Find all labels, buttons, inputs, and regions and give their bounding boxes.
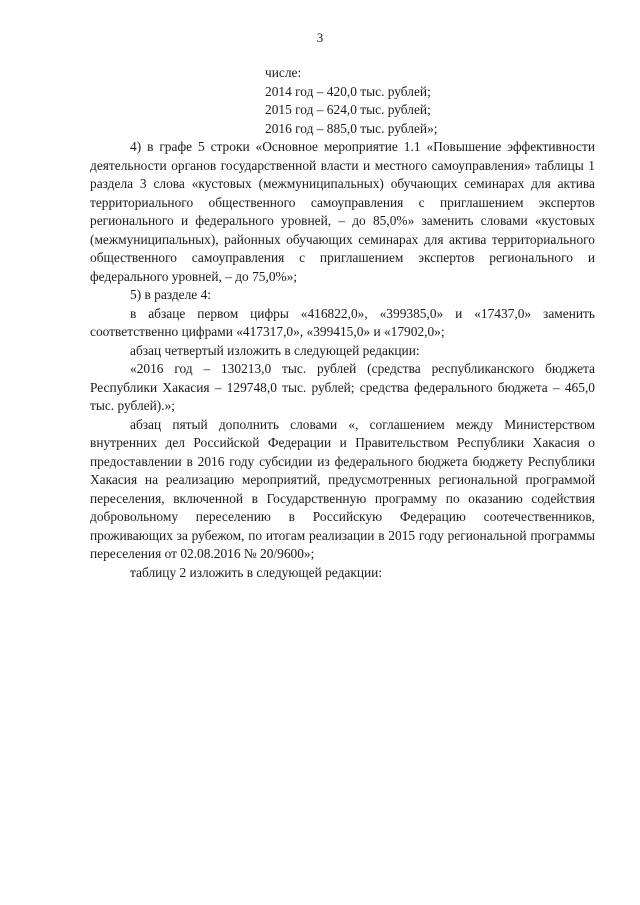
paragraph: в абзаце первом цифры «416822,0», «399385,0» и «17437,0» заменить соответственно цифрами «417317,0», «399415,0» и «17902,0»; [90,305,595,339]
list-line: 2014 год – 420,0 тыс. рублей; [265,83,431,99]
paragraph: таблицу 2 изложить в следующей редакции: [130,564,383,580]
paragraph: абзац пятый дополнить словами «, соглашением между Министерством внутренних дел Российской Федерации и Правительством Республики Хакасия о предоставлении в 2016 году субсидии из федерального бюджета бюджету Республики Хакасия на реализацию мероприятий, предусмотренных региональной программой переселения, включенной в Государственную программу по оказанию содействия добровольному переселению в Российскую Федерацию соотечественников, проживающих за рубежом, по итогам реализации в 2015 году региональной программы переселения от 02.08.2016 № 20/9600»; [90,416,595,561]
list-line: 2015 год – 624,0 тыс. рублей; [265,102,431,117]
list-line: числе: [265,65,302,80]
paragraph: абзац четвертый изложить в следующей редакции: [130,342,420,358]
list-line: 2016 год – 885,0 тыс. рублей»; [265,120,438,136]
document-body [90,64,595,582]
page-number: 3 [316,30,324,45]
paragraph: «2016 год – 130213,0 тыс. рублей (средства республиканского бюджета Республики Хакасия – 129748,0 тыс. рублей; средства федерального бюджета – 465,0 тыс. рублей).»; [90,361,595,413]
paragraph: 5) в разделе 4: [130,287,212,302]
paragraph: 4) в графе 5 строки «Основное мероприятие 1.1 «Повышение эффективности деятельности органов государственной власти и местного самоуправления» таблицы 1 раздела 3 слова «кустовых (межмуниципальных) обучающих семинарах для актива территориального общественного самоуправления с приглашением экспертов регионального и федерального уровней, – до 85,0%» заменить словами «кустовых (межмуниципальных), районных обучающих семинарах для актива территориального общественного самоуправления с приглашением экспертов регионального и федерального уровней, – до 75,0%»; [90,139,595,284]
